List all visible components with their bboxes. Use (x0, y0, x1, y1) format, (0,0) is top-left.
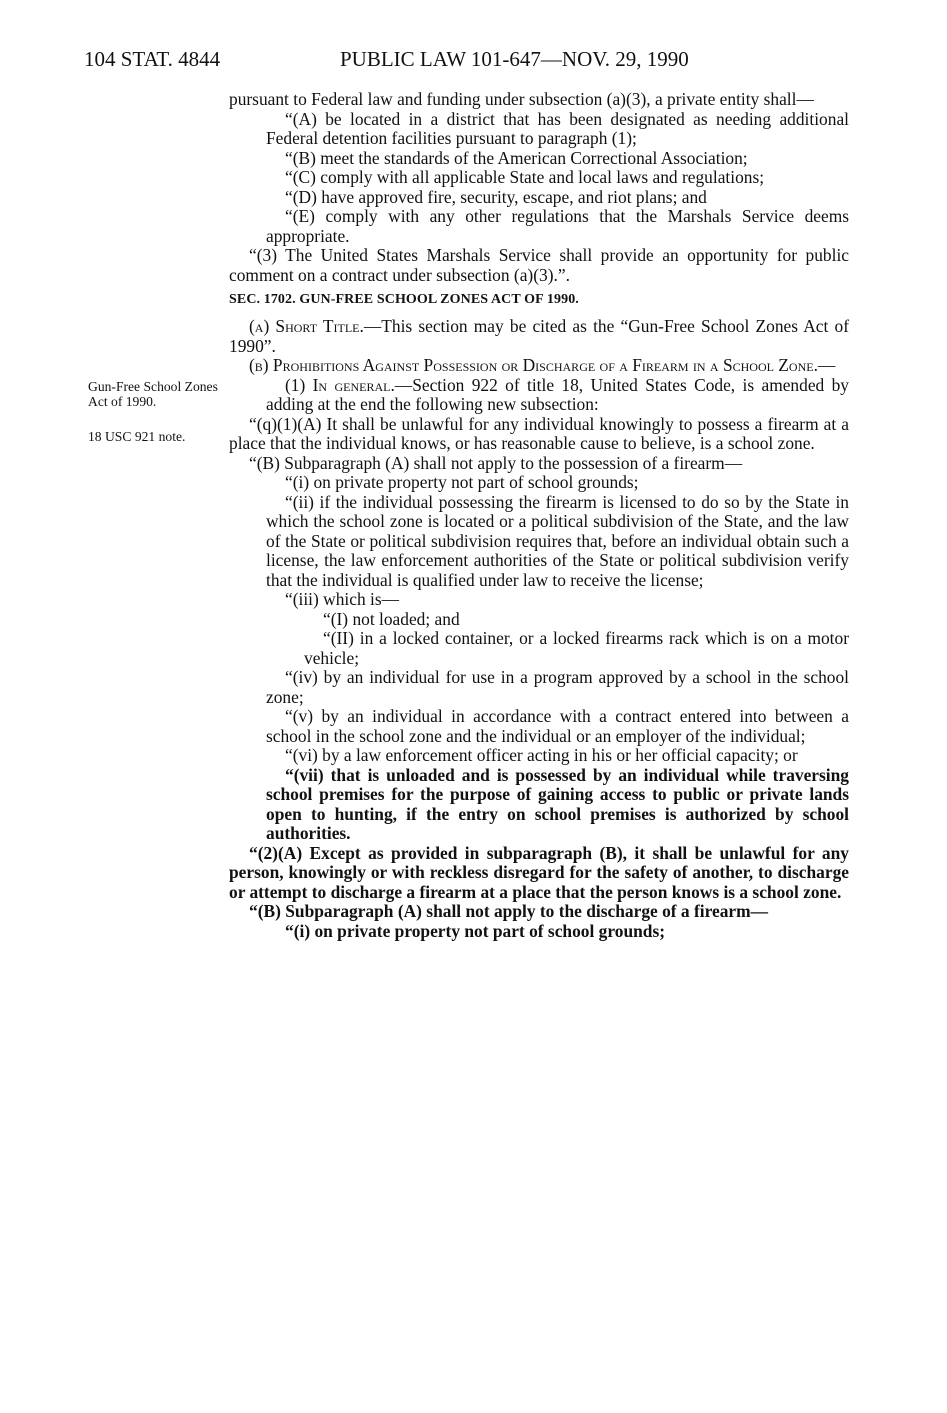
paragraph: “(B) Subparagraph (A) shall not apply to the discharge of a firearm— (249, 901, 768, 921)
paragraph: “(ii) if the individual possessing the firearm is licensed to do so by the State in which the school zone is located or a political subdivision of the State, and the law of the State or political subdivision requires that, before an individual obtain such a license, the law enforcement authorities of the State or political subdivision verify that the individual is qualified under law to receive the license; (266, 491, 849, 590)
paragraph: “(B) Subparagraph (A) shall not apply to the possession of a firearm— (249, 452, 743, 473)
paragraph: “(q)(1)(A) It shall be unlawful for any individual knowingly to possess a firearm at a place that the individual knows, or has reasonable cause to believe, is a school zone. (229, 413, 849, 453)
paragraph: “(II) in a locked container, or a locked firearms rack which is on a motor vehicle; (304, 628, 849, 668)
paragraph-in-general (229, 376, 849, 415)
paragraph: “(I) not loaded; and (323, 608, 460, 629)
short-title-heading: (a) Short Title. (249, 316, 364, 336)
paragraph: “(i) on private property not part of school grounds; (285, 472, 639, 492)
paragraph: “(A) be located in a district that has been designated as needing additional Federal detention facilities pursuant to paragraph (1); (266, 108, 849, 148)
paragraph: “(iii) which is— (285, 589, 399, 609)
margin-note-act-name: Gun-Free School Zones Act of 1990. (88, 379, 218, 409)
paragraph: “(v) by an individual in accordance with a contract entered into between a school in the school zone and the individual or an employer of the individual; (266, 706, 849, 746)
paragraph: “(vii) that is unloaded and is possessed by an individual while traversing school premises for the purpose of gaining access to public or private lands open to hunting, if the entry on school premises is authorized by school authorities. (266, 764, 849, 843)
paragraph: “(vi) by a law enforcement officer acting in his or her official capacity; or (285, 745, 798, 765)
public-law-citation: PUBLIC LAW 101-647—NOV. 29, 1990 (340, 47, 689, 71)
paragraph: “(3) The United States Marshals Service shall provide an opportunity for public comment on a contract under subsection (a)(3).”. (229, 245, 849, 285)
subsection-heading: (b) Prohibitions Against Possession or Discharge of a Firearm in a School Zone.— (249, 355, 836, 375)
paragraph: “(i) on private property not part of school grounds; (285, 920, 666, 941)
in-general-text: —Section 922 of title 18, United States Code, is amended by adding at the end the following new subsection: (266, 374, 849, 414)
paragraph: “(E) comply with any other regulations that the Marshals Service deems appropriate. (266, 206, 849, 246)
paragraph: “(D) have approved fire, security, escape, and riot plans; and (285, 186, 707, 207)
margin-note-usc: 18 USC 921 note. (88, 429, 186, 444)
statute-page-number: 104 STAT. 4844 (84, 47, 221, 71)
paragraph: pursuant to Federal law and funding under subsection (a)(3), a private entity shall— (229, 89, 814, 109)
short-title-text: —This section may be cited as the “Gun-Free School Zones Act of 1990”. (229, 316, 849, 356)
in-general-heading: (1) In general. (285, 374, 395, 395)
section-heading: SEC. 1702. GUN-FREE SCHOOL ZONES ACT OF 1990. (229, 292, 579, 307)
paragraph-short-title (229, 317, 849, 356)
paragraph: “(2)(A) Except as provided in subparagraph (B), it shall be unlawful for any person, knowingly or with reckless disregard for the safety of another, to discharge or attempt to discharge a firearm at a place that the person knows is a school zone. (229, 842, 849, 902)
paragraph: “(C) comply with all applicable State and local laws and regulations; (285, 167, 765, 187)
body-text (229, 90, 849, 941)
paragraph: “(B) meet the standards of the American Correctional Association; (285, 147, 748, 168)
paragraph: “(iv) by an individual for use in a program approved by a school in the school zone; (266, 667, 849, 707)
page-header (84, 44, 864, 74)
